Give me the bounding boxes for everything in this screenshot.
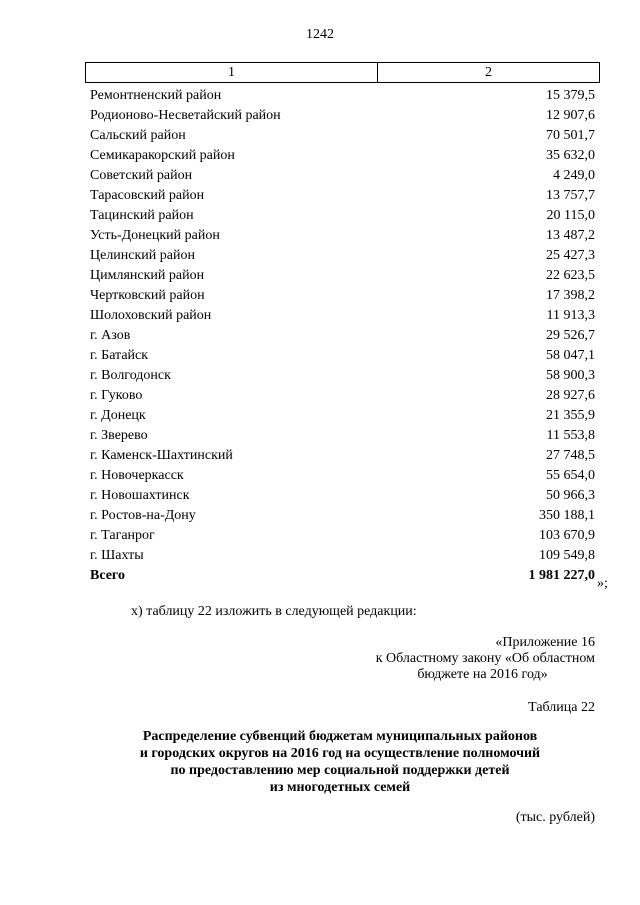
row-name: г. Гуково xyxy=(90,388,143,403)
table-row xyxy=(90,346,595,366)
row-value: 22 623,5 xyxy=(546,268,595,283)
table-row xyxy=(90,266,595,286)
row-name: г. Каменск-Шахтинский xyxy=(90,448,233,463)
row-value: 13 757,7 xyxy=(546,188,595,203)
table-row xyxy=(90,466,595,486)
row-value: 4 249,0 xyxy=(553,168,595,183)
table-row xyxy=(90,366,595,386)
total-suffix: »; xyxy=(597,576,608,591)
appendix-line-2: к Областному закону «Об областном xyxy=(375,651,595,666)
row-value: 103 670,9 xyxy=(539,528,595,543)
row-value: 13 487,2 xyxy=(546,228,595,243)
table-row xyxy=(90,246,595,266)
table-row xyxy=(90,166,595,186)
row-value: 20 115,0 xyxy=(546,208,595,223)
title-line-4: из многодетных семей xyxy=(269,780,411,795)
row-name: Целинский район xyxy=(90,248,195,263)
amendment-text: х) таблицу 22 изложить в следующей редакции: xyxy=(131,604,417,619)
table-header xyxy=(85,62,600,83)
row-name: г. Новошахтинск xyxy=(90,488,190,503)
row-value: 17 398,2 xyxy=(546,288,595,303)
table-title xyxy=(60,728,620,796)
table-row xyxy=(90,286,595,306)
total-value: 1 981 227,0 xyxy=(528,568,595,583)
row-value: 350 188,1 xyxy=(539,508,595,523)
row-value: 25 427,3 xyxy=(546,248,595,263)
row-value: 11 913,3 xyxy=(546,308,595,323)
appendix-reference xyxy=(330,635,595,683)
table-row xyxy=(90,426,595,446)
row-value: 109 549,8 xyxy=(539,548,595,563)
table-row xyxy=(90,126,595,146)
table-row xyxy=(90,186,595,206)
table-row xyxy=(90,446,595,466)
row-name: г. Азов xyxy=(90,328,131,343)
row-name: Тарасовский район xyxy=(90,188,205,203)
title-line-2: и городских округов на 2016 год на осуществление полномочий xyxy=(139,746,541,761)
row-name: Ремонтненский район xyxy=(90,88,222,103)
row-value: 27 748,5 xyxy=(546,448,595,463)
table-row xyxy=(90,106,595,126)
total-label: Всего xyxy=(90,568,125,583)
row-value: 70 501,7 xyxy=(546,128,595,143)
appendix-line-3: бюджете на 2016 год» xyxy=(417,667,548,682)
table-row xyxy=(90,86,595,106)
column-header-2: 2 xyxy=(485,65,492,80)
row-name: Семикаракорский район xyxy=(90,148,235,163)
row-name: Тацинский район xyxy=(90,208,194,223)
row-name: г. Зверево xyxy=(90,428,148,443)
row-name: г. Волгодонск xyxy=(90,368,171,383)
table-body xyxy=(90,86,595,586)
total-row xyxy=(90,566,595,586)
page-number: 1242 xyxy=(306,27,334,42)
row-value: 21 355,9 xyxy=(546,408,595,423)
title-line-1: Распределение субвенций бюджетам муниципальных районов xyxy=(142,729,538,744)
row-value: 28 927,6 xyxy=(546,388,595,403)
appendix-line-1: «Приложение 16 xyxy=(495,635,595,650)
row-name: г. Новочеркасск xyxy=(90,468,184,483)
table-row xyxy=(90,406,595,426)
row-name: г. Таганрог xyxy=(90,528,155,543)
row-name: Чертковский район xyxy=(90,288,205,303)
row-name: г. Ростов-на-Дону xyxy=(90,508,196,523)
row-name: Усть-Донецкий район xyxy=(90,228,220,243)
row-value: 58 047,1 xyxy=(546,348,595,363)
title-line-3: по предоставлению мер социальной поддержки детей xyxy=(170,763,510,778)
row-value: 55 654,0 xyxy=(546,468,595,483)
units-label: (тыс. рублей) xyxy=(515,810,595,825)
table-label: Таблица 22 xyxy=(528,700,595,715)
table-row xyxy=(90,206,595,226)
table-row xyxy=(90,546,595,566)
row-value: 58 900,3 xyxy=(546,368,595,383)
row-name: Советский район xyxy=(90,168,193,183)
table-row xyxy=(90,486,595,506)
column-header-1: 1 xyxy=(86,63,378,82)
table-row xyxy=(90,226,595,246)
row-name: г. Шахты xyxy=(90,548,144,563)
table-row xyxy=(90,306,595,326)
row-value: 11 553,8 xyxy=(546,428,595,443)
table-row xyxy=(90,386,595,406)
row-value: 50 966,3 xyxy=(546,488,595,503)
row-value: 15 379,5 xyxy=(546,88,595,103)
row-name: Шолоховский район xyxy=(90,308,212,323)
table-row xyxy=(90,506,595,526)
table-row xyxy=(90,526,595,546)
row-name: Сальский район xyxy=(90,128,186,143)
row-name: Родионово-Несветайский район xyxy=(90,108,281,123)
row-name: Цимлянский район xyxy=(90,268,205,283)
row-name: г. Донецк xyxy=(90,408,146,423)
table-row xyxy=(90,326,595,346)
row-value: 29 526,7 xyxy=(546,328,595,343)
table-row xyxy=(90,146,595,166)
row-value: 12 907,6 xyxy=(546,108,595,123)
row-name: г. Батайск xyxy=(90,348,149,363)
row-value: 35 632,0 xyxy=(546,148,595,163)
